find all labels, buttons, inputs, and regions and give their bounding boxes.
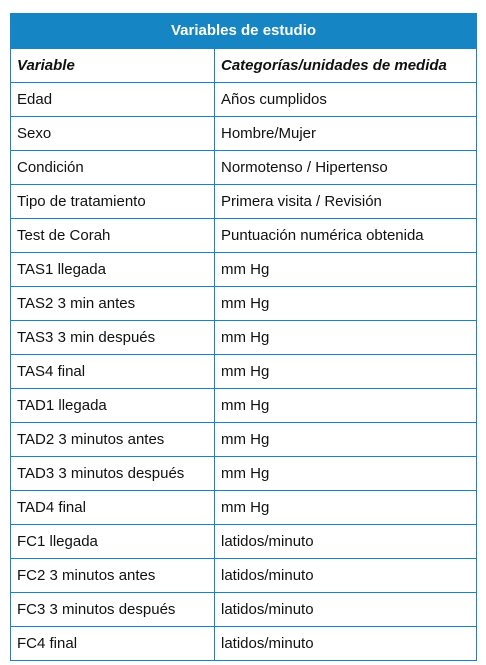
variable-cell: FC2 3 minutos antes (11, 559, 215, 593)
variable-cell: FC1 llegada (11, 525, 215, 559)
column-header-categories: Categorías/unidades de medida (215, 48, 477, 83)
unit-cell: latidos/minuto (215, 559, 477, 593)
variable-cell: Edad (11, 83, 215, 117)
table-row (11, 559, 477, 593)
unit-cell: mm Hg (215, 355, 477, 389)
study-variables-table-container (10, 13, 476, 661)
table-row (11, 389, 477, 423)
variable-cell: Test de Corah (11, 219, 215, 253)
variable-cell: TAD1 llegada (11, 389, 215, 423)
unit-cell: latidos/minuto (215, 627, 477, 661)
unit-cell: mm Hg (215, 457, 477, 491)
variable-cell: Tipo de tratamiento (11, 185, 215, 219)
table-row (11, 117, 477, 151)
table-row (11, 423, 477, 457)
table-row (11, 457, 477, 491)
table-row (11, 321, 477, 355)
table-row (11, 151, 477, 185)
variable-cell: TAS4 final (11, 355, 215, 389)
variable-cell: FC4 final (11, 627, 215, 661)
table-row (11, 593, 477, 627)
variable-cell: TAD2 3 minutos antes (11, 423, 215, 457)
table-row (11, 185, 477, 219)
variable-cell: Sexo (11, 117, 215, 151)
unit-cell: mm Hg (215, 253, 477, 287)
unit-cell: mm Hg (215, 287, 477, 321)
unit-cell: Años cumplidos (215, 83, 477, 117)
table-title: Variables de estudio (11, 14, 477, 49)
table-body (11, 83, 477, 661)
unit-cell: mm Hg (215, 491, 477, 525)
table-title-row (11, 14, 477, 49)
table-row (11, 219, 477, 253)
table-row (11, 627, 477, 661)
study-variables-table (10, 13, 477, 661)
unit-cell: Puntuación numérica obtenida (215, 219, 477, 253)
table-row (11, 253, 477, 287)
variable-cell: TAD3 3 minutos después (11, 457, 215, 491)
variable-cell: TAS1 llegada (11, 253, 215, 287)
variable-cell: Condición (11, 151, 215, 185)
table-row (11, 355, 477, 389)
unit-cell: mm Hg (215, 389, 477, 423)
unit-cell: Hombre/Mujer (215, 117, 477, 151)
unit-cell: mm Hg (215, 423, 477, 457)
unit-cell: latidos/minuto (215, 593, 477, 627)
table-header-row (11, 48, 477, 83)
column-header-variable: Variable (11, 48, 215, 83)
unit-cell: latidos/minuto (215, 525, 477, 559)
table-row (11, 491, 477, 525)
variable-cell: TAS3 3 min después (11, 321, 215, 355)
table-row (11, 83, 477, 117)
variable-cell: TAD4 final (11, 491, 215, 525)
unit-cell: mm Hg (215, 321, 477, 355)
unit-cell: Primera visita / Revisión (215, 185, 477, 219)
table-row (11, 525, 477, 559)
unit-cell: Normotenso / Hipertenso (215, 151, 477, 185)
variable-cell: FC3 3 minutos después (11, 593, 215, 627)
table-row (11, 287, 477, 321)
variable-cell: TAS2 3 min antes (11, 287, 215, 321)
